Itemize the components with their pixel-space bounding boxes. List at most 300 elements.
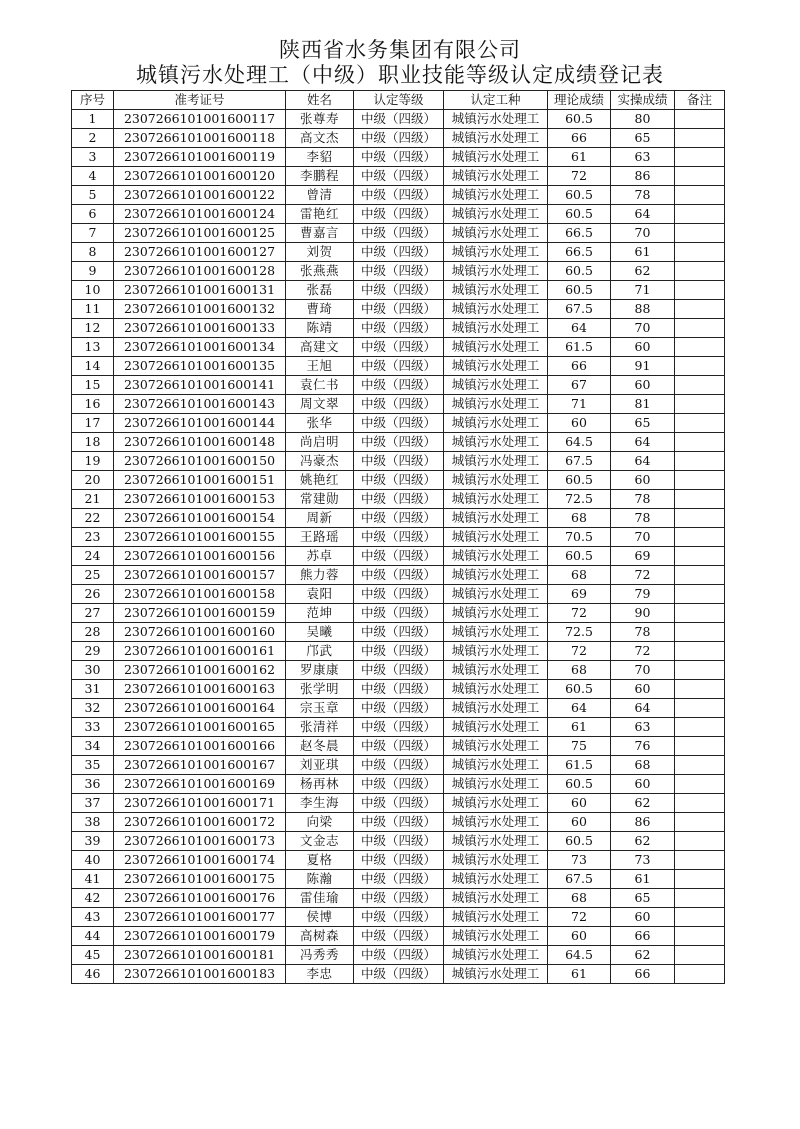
column-header-name: 姓名 <box>286 91 354 110</box>
level-cell: 中级（四级） <box>354 965 444 984</box>
table-row <box>72 889 725 908</box>
remark-cell <box>675 376 725 395</box>
exam-id-cell: 2307266101001600135 <box>114 357 286 376</box>
name-cell: 张清祥 <box>286 718 354 737</box>
name-cell: 雷佳瑜 <box>286 889 354 908</box>
level-cell: 中级（四级） <box>354 756 444 775</box>
practical-score-cell: 90 <box>611 604 675 623</box>
seq-cell: 34 <box>72 737 114 756</box>
remark-cell <box>675 509 725 528</box>
job-type-cell: 城镇污水处理工 <box>444 471 548 490</box>
table-row <box>72 642 725 661</box>
level-cell: 中级（四级） <box>354 680 444 699</box>
seq-cell: 29 <box>72 642 114 661</box>
job-type-cell: 城镇污水处理工 <box>444 167 548 186</box>
table-row <box>72 870 725 889</box>
name-cell: 夏格 <box>286 851 354 870</box>
table-row <box>72 946 725 965</box>
job-type-cell: 城镇污水处理工 <box>444 547 548 566</box>
table-row <box>72 547 725 566</box>
theory-score-cell: 60.5 <box>548 281 611 300</box>
table-row <box>72 243 725 262</box>
remark-cell <box>675 889 725 908</box>
remark-cell <box>675 794 725 813</box>
theory-score-cell: 69 <box>548 585 611 604</box>
remark-cell <box>675 775 725 794</box>
exam-id-cell: 2307266101001600172 <box>114 813 286 832</box>
level-cell: 中级（四级） <box>354 851 444 870</box>
name-cell: 高文杰 <box>286 129 354 148</box>
seq-cell: 39 <box>72 832 114 851</box>
table-row <box>72 566 725 585</box>
table-row <box>72 680 725 699</box>
practical-score-cell: 63 <box>611 718 675 737</box>
level-cell: 中级（四级） <box>354 737 444 756</box>
seq-cell: 45 <box>72 946 114 965</box>
table-row <box>72 623 725 642</box>
level-cell: 中级（四级） <box>354 224 444 243</box>
name-cell: 刘贺 <box>286 243 354 262</box>
level-cell: 中级（四级） <box>354 870 444 889</box>
theory-score-cell: 68 <box>548 566 611 585</box>
name-cell: 李生海 <box>286 794 354 813</box>
job-type-cell: 城镇污水处理工 <box>444 680 548 699</box>
remark-cell <box>675 186 725 205</box>
seq-cell: 43 <box>72 908 114 927</box>
exam-id-cell: 2307266101001600159 <box>114 604 286 623</box>
name-cell: 张尊寿 <box>286 110 354 129</box>
seq-cell: 1 <box>72 110 114 129</box>
table-row <box>72 775 725 794</box>
theory-score-cell: 71 <box>548 395 611 414</box>
job-type-cell: 城镇污水处理工 <box>444 642 548 661</box>
exam-id-cell: 2307266101001600122 <box>114 186 286 205</box>
theory-score-cell: 60.5 <box>548 775 611 794</box>
table-row <box>72 756 725 775</box>
level-cell: 中级（四级） <box>354 623 444 642</box>
exam-id-cell: 2307266101001600183 <box>114 965 286 984</box>
seq-cell: 11 <box>72 300 114 319</box>
level-cell: 中级（四级） <box>354 433 444 452</box>
name-cell: 张燕燕 <box>286 262 354 281</box>
theory-score-cell: 60.5 <box>548 471 611 490</box>
level-cell: 中级（四级） <box>354 319 444 338</box>
name-cell: 常建勋 <box>286 490 354 509</box>
remark-cell <box>675 718 725 737</box>
exam-id-cell: 2307266101001600161 <box>114 642 286 661</box>
table-row <box>72 452 725 471</box>
name-cell: 尚启明 <box>286 433 354 452</box>
theory-score-cell: 67 <box>548 376 611 395</box>
exam-id-cell: 2307266101001600125 <box>114 224 286 243</box>
theory-score-cell: 60.5 <box>548 110 611 129</box>
name-cell: 张学明 <box>286 680 354 699</box>
seq-cell: 21 <box>72 490 114 509</box>
job-type-cell: 城镇污水处理工 <box>444 338 548 357</box>
table-header-row <box>72 91 725 110</box>
exam-id-cell: 2307266101001600173 <box>114 832 286 851</box>
job-type-cell: 城镇污水处理工 <box>444 889 548 908</box>
job-type-cell: 城镇污水处理工 <box>444 376 548 395</box>
practical-score-cell: 78 <box>611 186 675 205</box>
table-row <box>72 927 725 946</box>
name-cell: 赵冬晨 <box>286 737 354 756</box>
theory-score-cell: 72.5 <box>548 490 611 509</box>
level-cell: 中级（四级） <box>354 129 444 148</box>
exam-id-cell: 2307266101001600124 <box>114 205 286 224</box>
remark-cell <box>675 927 725 946</box>
remark-cell <box>675 167 725 186</box>
practical-score-cell: 81 <box>611 395 675 414</box>
exam-id-cell: 2307266101001600144 <box>114 414 286 433</box>
seq-cell: 19 <box>72 452 114 471</box>
level-cell: 中级（四级） <box>354 775 444 794</box>
exam-id-cell: 2307266101001600141 <box>114 376 286 395</box>
name-cell: 曹嘉言 <box>286 224 354 243</box>
job-type-cell: 城镇污水处理工 <box>444 452 548 471</box>
table-row <box>72 794 725 813</box>
exam-id-cell: 2307266101001600143 <box>114 395 286 414</box>
table-row <box>72 338 725 357</box>
theory-score-cell: 73 <box>548 851 611 870</box>
practical-score-cell: 78 <box>611 490 675 509</box>
column-header-seq: 序号 <box>72 91 114 110</box>
table-row <box>72 490 725 509</box>
name-cell: 陈靖 <box>286 319 354 338</box>
exam-id-cell: 2307266101001600153 <box>114 490 286 509</box>
practical-score-cell: 65 <box>611 129 675 148</box>
job-type-cell: 城镇污水处理工 <box>444 300 548 319</box>
seq-cell: 31 <box>72 680 114 699</box>
practical-score-cell: 61 <box>611 870 675 889</box>
job-type-cell: 城镇污水处理工 <box>444 661 548 680</box>
level-cell: 中级（四级） <box>354 205 444 224</box>
practical-score-cell: 79 <box>611 585 675 604</box>
name-cell: 周文翠 <box>286 395 354 414</box>
level-cell: 中级（四级） <box>354 794 444 813</box>
job-type-cell: 城镇污水处理工 <box>444 528 548 547</box>
job-type-cell: 城镇污水处理工 <box>444 965 548 984</box>
remark-cell <box>675 623 725 642</box>
table-row <box>72 832 725 851</box>
practical-score-cell: 78 <box>611 623 675 642</box>
theory-score-cell: 60.5 <box>548 832 611 851</box>
practical-score-cell: 72 <box>611 642 675 661</box>
seq-cell: 6 <box>72 205 114 224</box>
name-cell: 周新 <box>286 509 354 528</box>
job-type-cell: 城镇污水处理工 <box>444 110 548 129</box>
exam-id-cell: 2307266101001600175 <box>114 870 286 889</box>
job-type-cell: 城镇污水处理工 <box>444 509 548 528</box>
practical-score-cell: 68 <box>611 756 675 775</box>
table-row <box>72 300 725 319</box>
remark-cell <box>675 357 725 376</box>
practical-score-cell: 60 <box>611 338 675 357</box>
practical-score-cell: 70 <box>611 319 675 338</box>
practical-score-cell: 70 <box>611 528 675 547</box>
exam-id-cell: 2307266101001600154 <box>114 509 286 528</box>
exam-id-cell: 2307266101001600165 <box>114 718 286 737</box>
job-type-cell: 城镇污水处理工 <box>444 262 548 281</box>
level-cell: 中级（四级） <box>354 661 444 680</box>
table-row <box>72 528 725 547</box>
theory-score-cell: 60.5 <box>548 262 611 281</box>
job-type-cell: 城镇污水处理工 <box>444 585 548 604</box>
job-type-cell: 城镇污水处理工 <box>444 129 548 148</box>
level-cell: 中级（四级） <box>354 186 444 205</box>
seq-cell: 27 <box>72 604 114 623</box>
practical-score-cell: 72 <box>611 566 675 585</box>
practical-score-cell: 70 <box>611 224 675 243</box>
theory-score-cell: 72 <box>548 604 611 623</box>
level-cell: 中级（四级） <box>354 832 444 851</box>
seq-cell: 42 <box>72 889 114 908</box>
seq-cell: 15 <box>72 376 114 395</box>
job-type-cell: 城镇污水处理工 <box>444 756 548 775</box>
remark-cell <box>675 452 725 471</box>
exam-id-cell: 2307266101001600120 <box>114 167 286 186</box>
seq-cell: 20 <box>72 471 114 490</box>
remark-cell <box>675 661 725 680</box>
remark-cell <box>675 604 725 623</box>
theory-score-cell: 68 <box>548 661 611 680</box>
practical-score-cell: 86 <box>611 167 675 186</box>
remark-cell <box>675 566 725 585</box>
seq-cell: 33 <box>72 718 114 737</box>
exam-id-cell: 2307266101001600174 <box>114 851 286 870</box>
practical-score-cell: 62 <box>611 946 675 965</box>
seq-cell: 44 <box>72 927 114 946</box>
seq-cell: 41 <box>72 870 114 889</box>
level-cell: 中级（四级） <box>354 262 444 281</box>
practical-score-cell: 63 <box>611 148 675 167</box>
table-row <box>72 357 725 376</box>
seq-cell: 46 <box>72 965 114 984</box>
remark-cell <box>675 262 725 281</box>
remark-cell <box>675 395 725 414</box>
seq-cell: 38 <box>72 813 114 832</box>
remark-cell <box>675 338 725 357</box>
table-row <box>72 908 725 927</box>
seq-cell: 36 <box>72 775 114 794</box>
remark-cell <box>675 129 725 148</box>
job-type-cell: 城镇污水处理工 <box>444 224 548 243</box>
name-cell: 姚艳红 <box>286 471 354 490</box>
theory-score-cell: 66 <box>548 357 611 376</box>
table-row <box>72 319 725 338</box>
practical-score-cell: 65 <box>611 414 675 433</box>
remark-cell <box>675 756 725 775</box>
exam-id-cell: 2307266101001600179 <box>114 927 286 946</box>
grades-table <box>71 90 725 984</box>
level-cell: 中级（四级） <box>354 167 444 186</box>
column-header-practical-score: 实操成绩 <box>611 91 675 110</box>
name-cell: 冯秀秀 <box>286 946 354 965</box>
name-cell: 熊力蓉 <box>286 566 354 585</box>
exam-id-cell: 2307266101001600150 <box>114 452 286 471</box>
column-header-job-type: 认定工种 <box>444 91 548 110</box>
level-cell: 中级（四级） <box>354 281 444 300</box>
theory-score-cell: 66.5 <box>548 224 611 243</box>
job-type-cell: 城镇污水处理工 <box>444 737 548 756</box>
exam-id-cell: 2307266101001600134 <box>114 338 286 357</box>
level-cell: 中级（四级） <box>354 718 444 737</box>
exam-id-cell: 2307266101001600118 <box>114 129 286 148</box>
exam-id-cell: 2307266101001600151 <box>114 471 286 490</box>
practical-score-cell: 61 <box>611 243 675 262</box>
seq-cell: 22 <box>72 509 114 528</box>
practical-score-cell: 60 <box>611 376 675 395</box>
name-cell: 高建文 <box>286 338 354 357</box>
theory-score-cell: 61.5 <box>548 338 611 357</box>
remark-cell <box>675 224 725 243</box>
job-type-cell: 城镇污水处理工 <box>444 186 548 205</box>
remark-cell <box>675 965 725 984</box>
job-type-cell: 城镇污水处理工 <box>444 908 548 927</box>
remark-cell <box>675 243 725 262</box>
remark-cell <box>675 585 725 604</box>
seq-cell: 3 <box>72 148 114 167</box>
level-cell: 中级（四级） <box>354 395 444 414</box>
level-cell: 中级（四级） <box>354 528 444 547</box>
level-cell: 中级（四级） <box>354 699 444 718</box>
practical-score-cell: 66 <box>611 927 675 946</box>
exam-id-cell: 2307266101001600164 <box>114 699 286 718</box>
name-cell: 陈瀚 <box>286 870 354 889</box>
remark-cell <box>675 699 725 718</box>
table-row <box>72 376 725 395</box>
exam-id-cell: 2307266101001600156 <box>114 547 286 566</box>
table-row <box>72 414 725 433</box>
exam-id-cell: 2307266101001600128 <box>114 262 286 281</box>
exam-id-cell: 2307266101001600127 <box>114 243 286 262</box>
seq-cell: 40 <box>72 851 114 870</box>
exam-id-cell: 2307266101001600160 <box>114 623 286 642</box>
level-cell: 中级（四级） <box>354 243 444 262</box>
column-header-exam-id: 准考证号 <box>114 91 286 110</box>
remark-cell <box>675 433 725 452</box>
seq-cell: 35 <box>72 756 114 775</box>
seq-cell: 37 <box>72 794 114 813</box>
exam-id-cell: 2307266101001600176 <box>114 889 286 908</box>
level-cell: 中级（四级） <box>354 585 444 604</box>
remark-cell <box>675 490 725 509</box>
name-cell: 雷艳红 <box>286 205 354 224</box>
table-row <box>72 699 725 718</box>
theory-score-cell: 67.5 <box>548 870 611 889</box>
remark-cell <box>675 471 725 490</box>
level-cell: 中级（四级） <box>354 813 444 832</box>
remark-cell <box>675 870 725 889</box>
level-cell: 中级（四级） <box>354 471 444 490</box>
practical-score-cell: 60 <box>611 471 675 490</box>
name-cell: 范坤 <box>286 604 354 623</box>
seq-cell: 14 <box>72 357 114 376</box>
level-cell: 中级（四级） <box>354 604 444 623</box>
seq-cell: 18 <box>72 433 114 452</box>
table-row <box>72 661 725 680</box>
practical-score-cell: 70 <box>611 661 675 680</box>
table-row <box>72 110 725 129</box>
column-header-remark: 备注 <box>675 91 725 110</box>
practical-score-cell: 78 <box>611 509 675 528</box>
practical-score-cell: 73 <box>611 851 675 870</box>
job-type-cell: 城镇污水处理工 <box>444 205 548 224</box>
name-cell: 侯博 <box>286 908 354 927</box>
job-type-cell: 城镇污水处理工 <box>444 281 548 300</box>
theory-score-cell: 67.5 <box>548 300 611 319</box>
job-type-cell: 城镇污水处理工 <box>444 927 548 946</box>
name-cell: 李鹏程 <box>286 167 354 186</box>
exam-id-cell: 2307266101001600132 <box>114 300 286 319</box>
theory-score-cell: 61 <box>548 148 611 167</box>
name-cell: 刘亚琪 <box>286 756 354 775</box>
name-cell: 李忠 <box>286 965 354 984</box>
seq-cell: 16 <box>72 395 114 414</box>
job-type-cell: 城镇污水处理工 <box>444 319 548 338</box>
theory-score-cell: 64 <box>548 699 611 718</box>
exam-id-cell: 2307266101001600148 <box>114 433 286 452</box>
seq-cell: 4 <box>72 167 114 186</box>
exam-id-cell: 2307266101001600181 <box>114 946 286 965</box>
level-cell: 中级（四级） <box>354 946 444 965</box>
seq-cell: 9 <box>72 262 114 281</box>
theory-score-cell: 68 <box>548 889 611 908</box>
level-cell: 中级（四级） <box>354 642 444 661</box>
job-type-cell: 城镇污水处理工 <box>444 813 548 832</box>
job-type-cell: 城镇污水处理工 <box>444 433 548 452</box>
practical-score-cell: 60 <box>611 908 675 927</box>
exam-id-cell: 2307266101001600177 <box>114 908 286 927</box>
theory-score-cell: 70.5 <box>548 528 611 547</box>
theory-score-cell: 66 <box>548 129 611 148</box>
job-type-cell: 城镇污水处理工 <box>444 851 548 870</box>
name-cell: 吴曦 <box>286 623 354 642</box>
job-type-cell: 城镇污水处理工 <box>444 357 548 376</box>
seq-cell: 28 <box>72 623 114 642</box>
practical-score-cell: 62 <box>611 832 675 851</box>
theory-score-cell: 60 <box>548 927 611 946</box>
practical-score-cell: 91 <box>611 357 675 376</box>
level-cell: 中级（四级） <box>354 148 444 167</box>
level-cell: 中级（四级） <box>354 490 444 509</box>
job-type-cell: 城镇污水处理工 <box>444 148 548 167</box>
theory-score-cell: 64 <box>548 319 611 338</box>
remark-cell <box>675 281 725 300</box>
theory-score-cell: 61 <box>548 718 611 737</box>
name-cell: 袁阳 <box>286 585 354 604</box>
theory-score-cell: 61 <box>548 965 611 984</box>
theory-score-cell: 60.5 <box>548 205 611 224</box>
practical-score-cell: 60 <box>611 680 675 699</box>
exam-id-cell: 2307266101001600167 <box>114 756 286 775</box>
practical-score-cell: 64 <box>611 452 675 471</box>
remark-cell <box>675 528 725 547</box>
level-cell: 中级（四级） <box>354 547 444 566</box>
theory-score-cell: 72 <box>548 167 611 186</box>
table-row <box>72 813 725 832</box>
seq-cell: 25 <box>72 566 114 585</box>
seq-cell: 8 <box>72 243 114 262</box>
exam-id-cell: 2307266101001600131 <box>114 281 286 300</box>
level-cell: 中级（四级） <box>354 927 444 946</box>
job-type-cell: 城镇污水处理工 <box>444 623 548 642</box>
practical-score-cell: 88 <box>611 300 675 319</box>
job-type-cell: 城镇污水处理工 <box>444 414 548 433</box>
exam-id-cell: 2307266101001600117 <box>114 110 286 129</box>
practical-score-cell: 86 <box>611 813 675 832</box>
table-row <box>72 604 725 623</box>
